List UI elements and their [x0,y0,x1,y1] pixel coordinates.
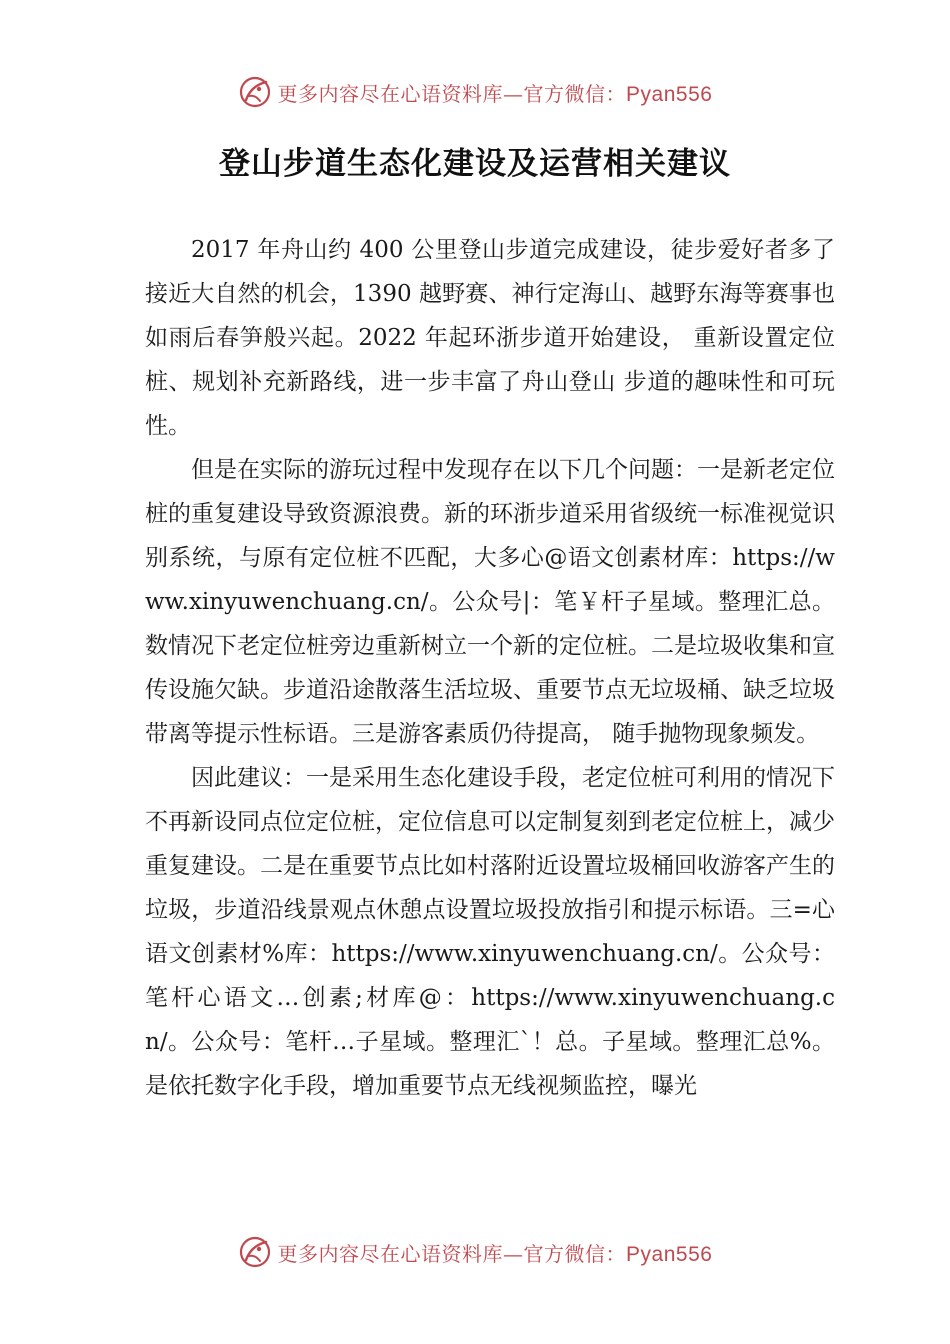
page-title: 登山步道生态化建设及运营相关建议 [219,146,731,182]
paragraph: 但是在实际的游玩过程中发现存在以下几个问题：一是新老定位桩的重复建设导致资源浪费。新的环浙步道采用省级统一标准视觉识别系统，与原有定位桩不匹配，大多心@语文创素材库：https://www.xinyuwenchuang.cn/。公众号|：笔￥杆子星域。整理汇总。数情况下老定位桩旁边重新树立一个新的定位桩。二是垃圾收集和宣传设施欠缺。步道沿途散落生活垃圾、重要节点无垃圾桶、缺乏垃圾带离等提示性标语。三是游客素质仍待提高， 随手抛物现象频发。 [145,457,835,747]
watermark-banner-bottom [0,1232,950,1272]
paragraph: 2017 年舟山约 400 公里登山步道完成建设，徒步爱好者多了接近大自然的机会，1390 越野赛、神行定海山、越野东海等赛事也如雨后春笋般兴起。2022 年起环浙步道开始建设， 重新设置定位桩、规划补充新路线，进一步丰富了舟山登山 步道的趣味性和可玩性。 [145,237,835,439]
document-body [145,228,835,1108]
logo-icon [238,75,272,109]
watermark-banner-top [0,72,950,112]
watermark-text: 更多内容尽在心语资料库—官方微信：Pyan556 [277,1241,713,1266]
paragraph: 因此建议：一是采用生态化建设手段，老定位桩可利用的情况下不再新设同点位定位桩，定位信息可以定制复刻到老定位桩上，减少重复建设。二是在重要节点比如村落附近设置垃圾桶回收游客产生的垃圾，步道沿线景观点休憩点设置垃圾投放指引和提示标语。三=心语文创素材%库：https://www.xinyuwenchuang.cn/。公众号：笔杆心语文…创素;材库@：https://www.xinyuwenchuang.cn/。公众号：笔杆…子星域。整理汇`！总。子星域。整理汇总%。是依托数字化手段，增加重要节点无线视频监控，曝光 [145,765,835,1099]
logo-icon [238,1235,272,1269]
watermark-text: 更多内容尽在心语资料库—官方微信：Pyan556 [277,81,713,106]
